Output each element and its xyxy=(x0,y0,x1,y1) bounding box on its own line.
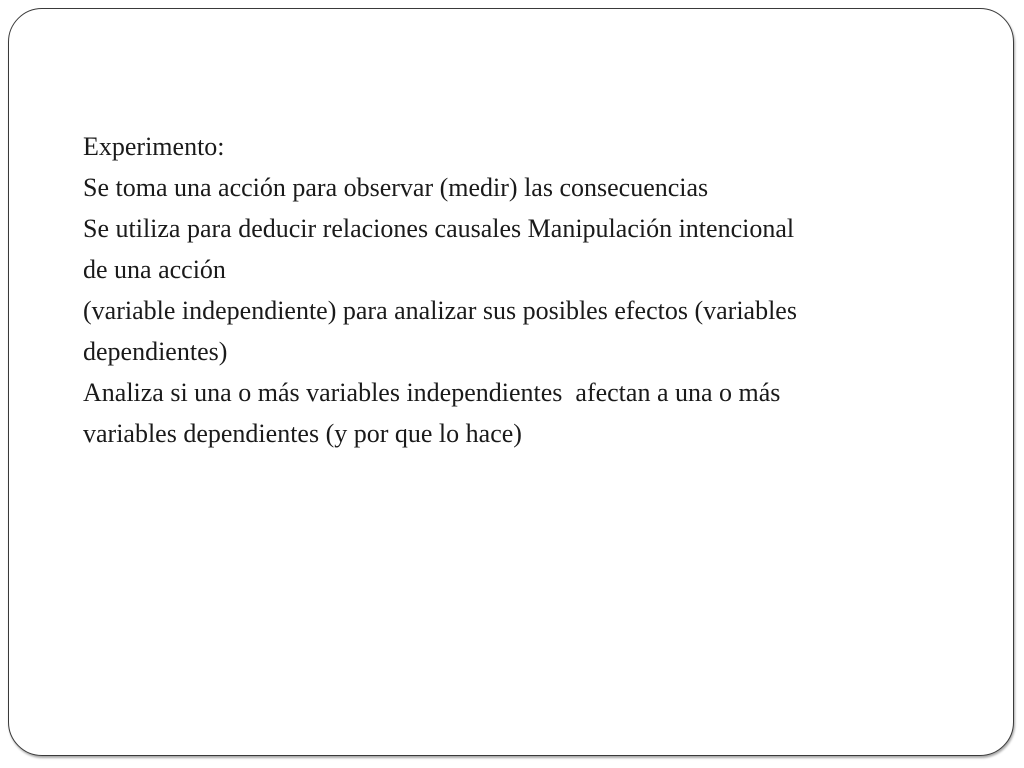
text-line: (variable independiente) para analizar sus posibles efectos (variables xyxy=(83,296,797,325)
text-line: Se toma una acción para observar (medir) las consecuencias xyxy=(83,173,709,202)
text-line: Experimento: xyxy=(83,132,225,161)
text-line: dependientes) xyxy=(83,337,228,366)
text-line: de una acción xyxy=(83,255,226,284)
text-line: variables dependientes (y por que lo hace) xyxy=(83,419,522,448)
text-line: Se utiliza para deducir relaciones causales Manipulación intencional xyxy=(83,214,795,243)
text-line: Analiza si una o más variables independientes afectan a una o más xyxy=(83,378,781,407)
slide-body-text xyxy=(83,126,933,454)
